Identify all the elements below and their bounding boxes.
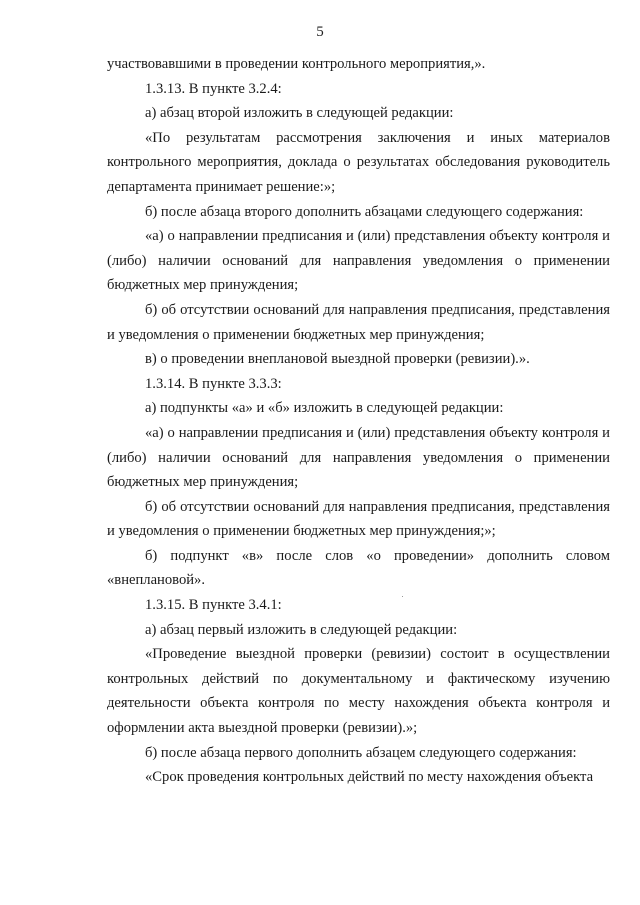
paragraph-sub-a-2: а) подпункты «а» и «б» изложить в следующей редакции: <box>145 400 504 417</box>
paragraph-quote-b-2: б) об отсутствии оснований для направления предписания, представления и уведомления о применении бюджетных мер принуждения;»; <box>107 498 610 540</box>
paragraph-quote-decision: «По результатам рассмотрения заключения и иных материалов контрольного мероприятия, доклада о результатах обследования руководитель департамента принимает решение:»; <box>107 129 610 195</box>
page-number: 5 <box>316 24 324 40</box>
document-body <box>107 52 610 790</box>
paragraph-item-1-3-15: 1.3.15. В пункте 3.4.1: <box>145 597 282 614</box>
paragraph-quote-v: в) о проведении внеплановой выездной проверки (ревизии).». <box>145 351 530 368</box>
paragraph-continuation: участвовавшими в проведении контрольного мероприятия,». <box>107 56 486 72</box>
paragraph-item-1-3-13: 1.3.13. В пункте 3.2.4: <box>145 80 282 97</box>
paragraph-sub-b: б) после абзаца второго дополнить абзацами следующего содержания: <box>145 203 584 220</box>
paragraph-quote-a-2: «а) о направлении предписания и (или) представления объекту контроля и (либо) наличии оснований для направления уведомления о применении бюджетных мер принуждения; <box>107 424 610 491</box>
paragraph-sub-a: а) абзац второй изложить в следующей редакции: <box>145 105 454 122</box>
paragraph-quote-a: «а) о направлении предписания и (или) представления объекту контроля и (либо) наличии оснований для направления уведомления о применении бюджетных мер принуждения; <box>107 228 610 294</box>
paragraph-quote-b: б) об отсутствии оснований для направления предписания, представления и уведомления о применении бюджетных мер принуждения; <box>107 301 610 343</box>
paragraph-sub-b-2: б) подпункт «в» после слов «о проведении» дополнить словом «внеплановой». <box>107 547 610 589</box>
paragraph-quote-term: «Срок проведения контрольных действий по месту нахождения объекта <box>145 769 594 786</box>
scan-speck <box>402 596 403 597</box>
paragraph-sub-a-3: а) абзац первый изложить в следующей редакции: <box>145 621 458 638</box>
paragraph-sub-b-3: б) после абзаца первого дополнить абзацем следующего содержания: <box>145 744 577 761</box>
paragraph-quote-inspection: «Проведение выездной проверки (ревизии) состоит в осуществлении контрольных действий по документальному и фактическому изучению деятельности объекта контроля по месту нахождения объекта контроля и оформлении акта выездной проверки (ревизии).»; <box>107 646 610 737</box>
paragraph-item-1-3-14: 1.3.14. В пункте 3.3.3: <box>145 375 282 392</box>
